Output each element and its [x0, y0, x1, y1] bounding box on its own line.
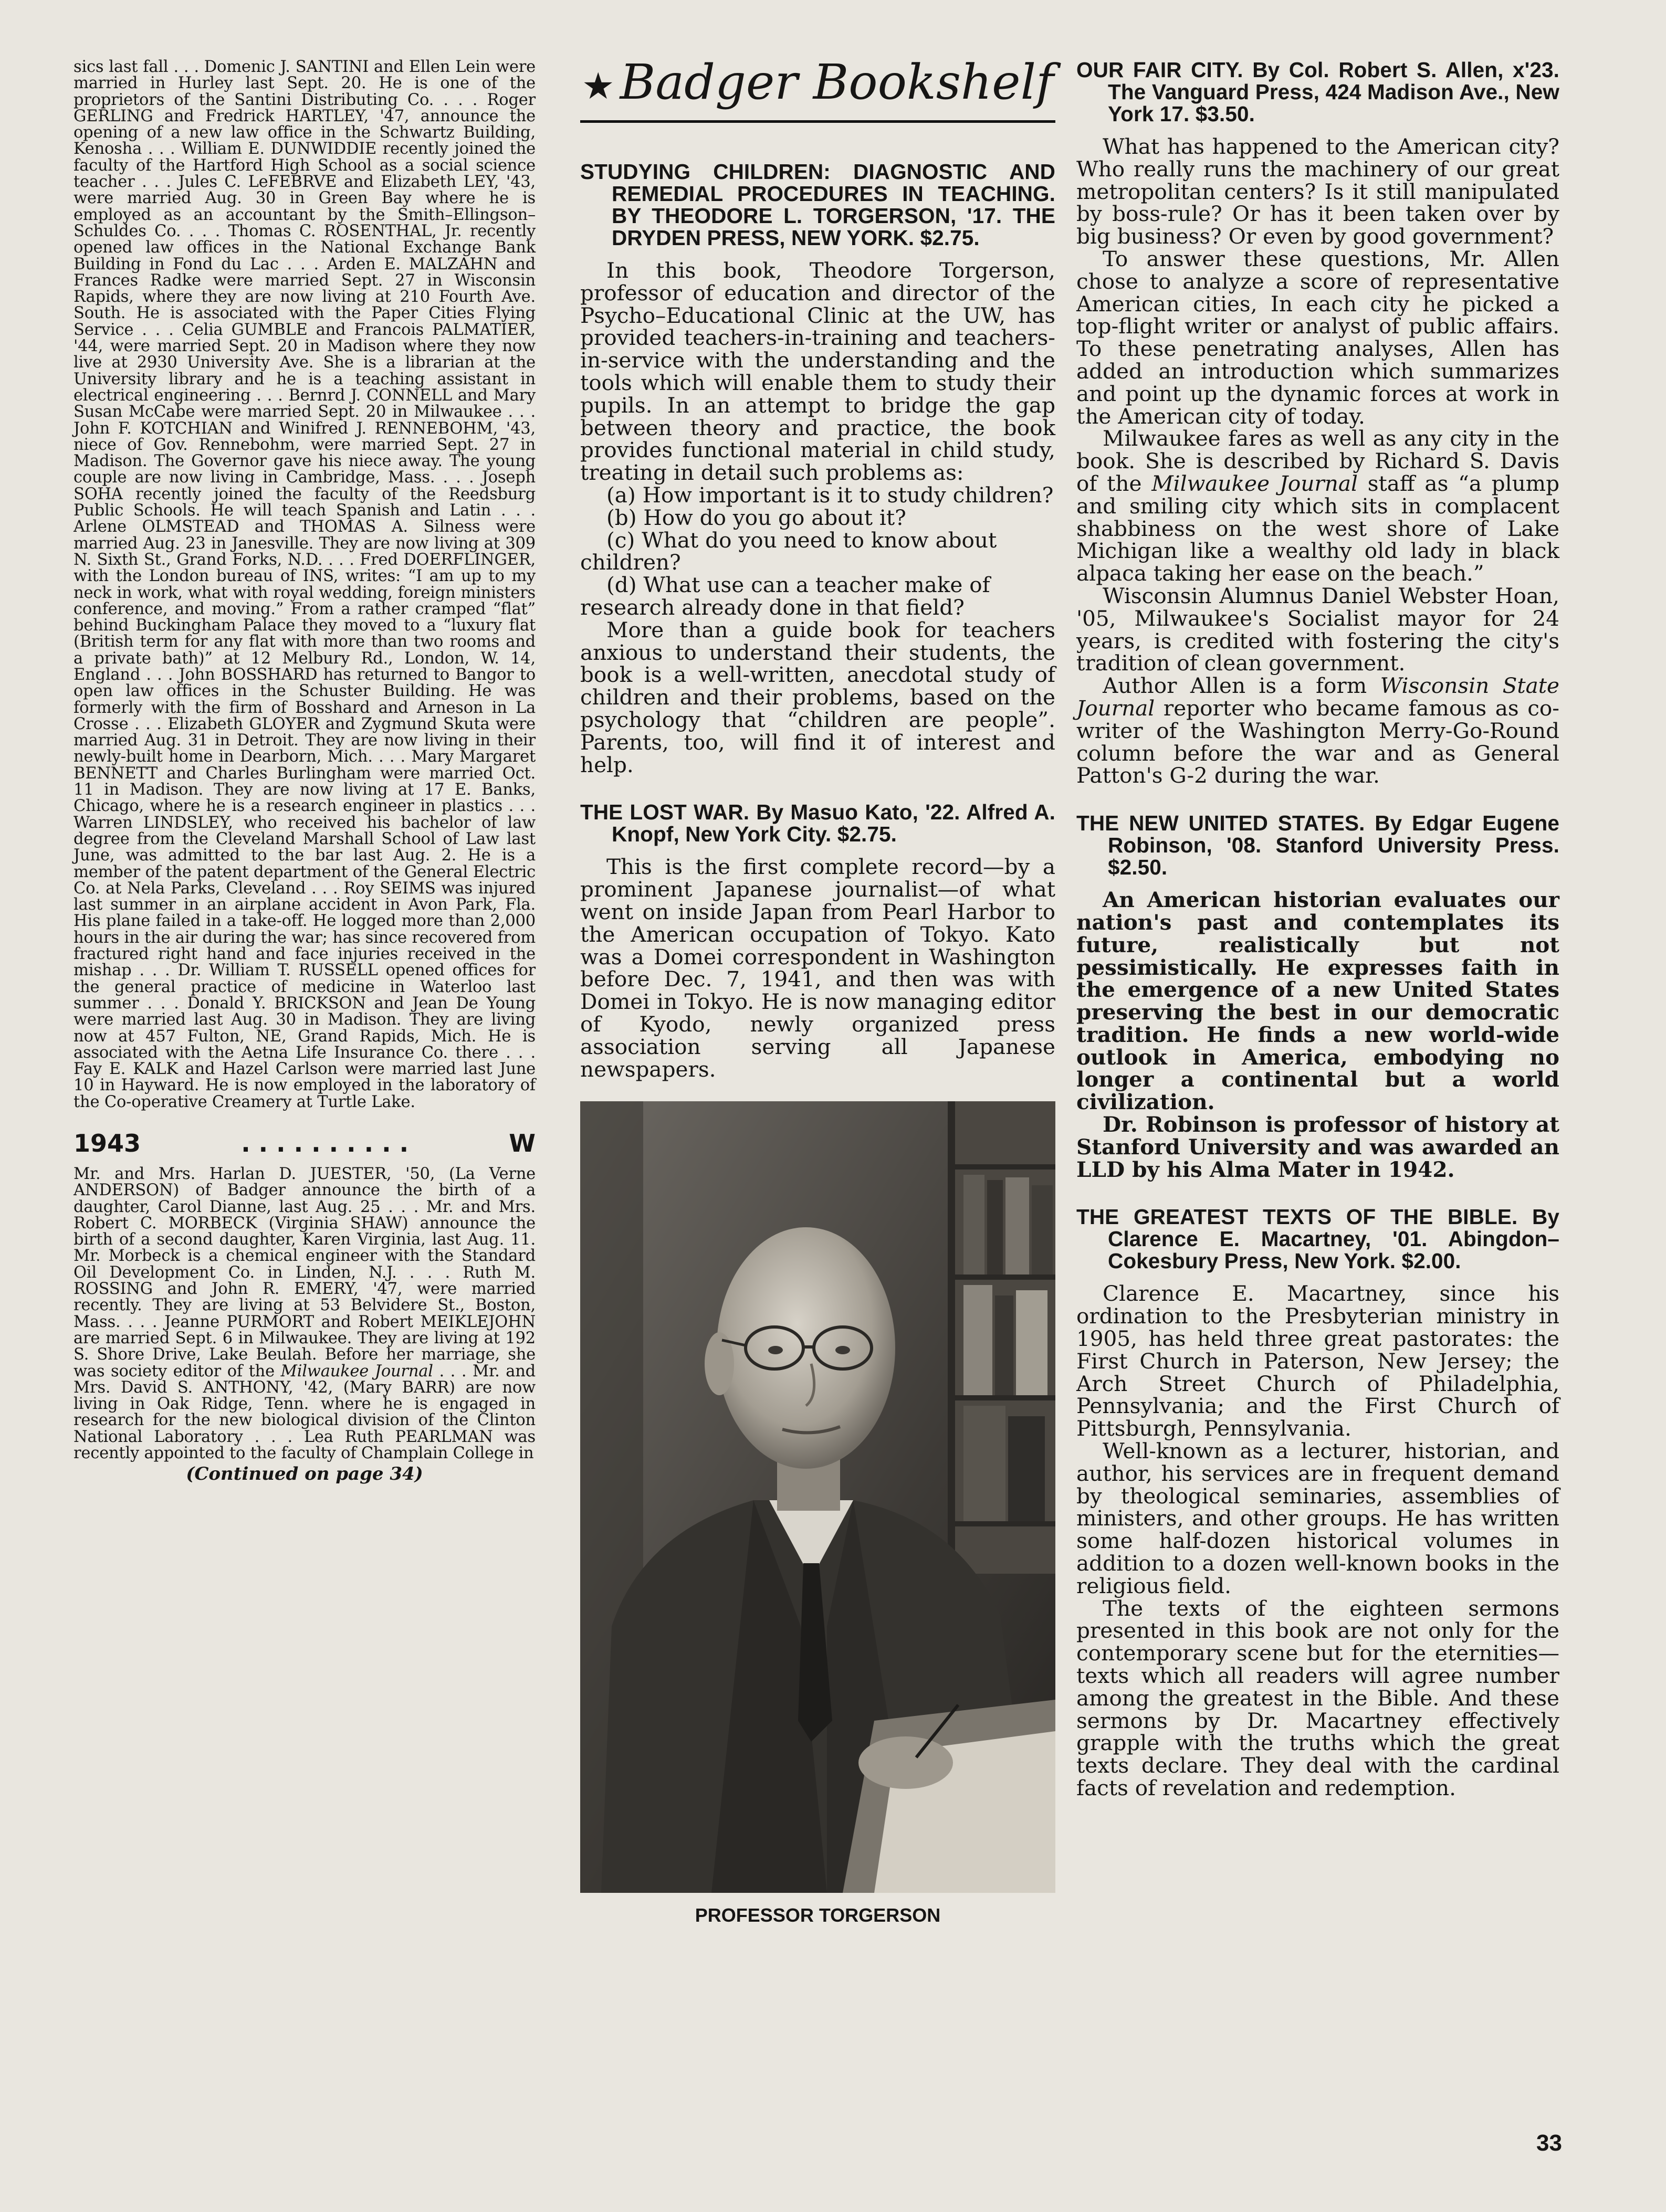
review-question: (a) How important is it to study children? — [606, 482, 1054, 508]
review-question: (c) What do you need to know about children? — [580, 527, 997, 575]
book-review-paragraph: The texts of the eighteen sermons presented in this book are not only for the contemporary scene but for the eternities—texts which all readers will agree number among the greatest in the Bible. And these sermons by Dr. Macartney effectively grapple with the truths which the great texts declare. They deal with the cardinal facts of revelation and redemption. — [1076, 1595, 1559, 1800]
book-review-paragraph: This is the first complete record—by a prominent Japanese journalist—of what went on inside Japan from Pearl Harbor to the American occupation of Tokyo. Kato was a Domei correspondent in Washington before Dec. 7, 1941, and then was with Domei in Tokyo. He is now managing editor of Kyodo, newly organized press association serving all Japanese newspapers. — [580, 854, 1055, 1082]
book-title-lost-war: THE LOST WAR. By Masuo Kato, '22. Alfred A. Knopf, New York City. $2.75. — [580, 800, 1055, 847]
professor-photo — [580, 1101, 1055, 1893]
class-year-leader: . . . . . . . . . . — [241, 1129, 409, 1157]
bookshelf-right-column — [1076, 59, 1559, 1799]
review-question: (d) What use can a teacher make of research already done in that field? — [580, 572, 990, 620]
book-title-greatest-texts: THE GREATEST TEXTS OF THE BIBLE. By Clarence E. Macartney, '01. Abingdon–Cokesbury Press, New York. $2.00. — [1076, 1205, 1559, 1273]
star-icon: ★ — [581, 65, 615, 108]
book-review-paragraph: Wisconsin Alumnus Daniel Webster Hoan, '05, Milwaukee's Socialist mayor for 24 years, is credited with fostering the city's tradition of clean government. — [1076, 583, 1559, 676]
section-masthead — [580, 48, 1055, 123]
newspaper-name: Wisconsin State Journal — [1076, 673, 1560, 721]
class-1943-news: Mr. and Mrs. Harlan D. JUESTER, '50, (La Verne ANDERSON) of Badger announce the birth of a daughter, Carol Dianne, last Aug. 25 . . . Mr. and Mrs. Robert C. MORBECK (Virginia SHAW) announce the birth of a second daughter, Karen Virginia, last Aug. 11. Mr. Morbeck is a chemical engineer with the Standard Oil Development Co. in Linden, N.J. . . . Ruth M. ROSSING and John R. EMERY, '47, were married recently. They are living at 53 Belvidere St., Boston, Mass. . . . Jeanne PURMORT and Robert MEIKLEJOHN are married Sept. 6 in Milwaukee. They are living at 192 S. Shore Drive, Lake Beulah. Before her marriage, she was society editor of the Milwaukee Journal . . . Mr. and Mrs. David S. ANTHONY, '42, (Mary BARR) are now living in Oak Ridge, Tenn. where he is engaged in research for the new biological division of the Clinton National Laboratory . . . Lea Ruth PEARLMAN was recently appointed to the faculty of Champlain College in — [74, 1165, 536, 1463]
book-review-paragraph: Author Allen is a form Wisconsin State Journal reporter who became famous as co-writer of the Washington Merry-Go-Round column before the war and as General Patton's G-2 during the war. — [1076, 673, 1560, 788]
book-review-paragraph: Well-known as a lecturer, historian, and author, his services are in frequent demand by theological seminaries, assemblies of ministers, and other groups. He has written some half-dozen historical volumes in addition to a dozen well-known books in the religious field. — [1076, 1438, 1559, 1598]
book-review-paragraph: Milwaukee fares as well as any city in the book. She is described by Richard S. Davis of the Milwaukee Journal staff as “a plump and smiling city which sits in complacent shabbiness on the west shore of Lake Michigan like a wealthy old lady in black alpaca taking her ease on the beach.” — [1076, 426, 1559, 586]
book-review-paragraph: Clarence E. Macartney, since his ordination to the Presbyterian ministry in 1905, has held three great pastorates: the First Church in Paterson, New Jersey; the Arch Street Church of Philadelphia, Pennsylvania; and the First Church of Pittsburgh, Pennsylvania. — [1076, 1281, 1559, 1441]
bookshelf-middle-column — [580, 54, 1055, 1926]
book-title-fair-city: OUR FAIR CITY. By Col. Robert S. Allen, x'23. The Vanguard Press, 424 Madison Ave., New York 17. $3.50. — [1076, 58, 1559, 126]
class-year-heading — [74, 1129, 536, 1157]
class-year: 1943 — [74, 1129, 141, 1157]
book-title-new-united-states: THE NEW UNITED STATES. By Edgar Eugene Robinson, '08. Stanford University Press. $2.50. — [1076, 811, 1559, 880]
book-review-paragraph: Dr. Robinson is professor of history at Stanford University and was awarded an LLD by his Alma Mater in 1942. — [1076, 1112, 1559, 1182]
newspaper-name: Milwaukee Journal — [1151, 470, 1358, 496]
book-review-paragraph: An American historian evaluates our nation's past and contemplates its future, realistically but not pessimistically. He expresses faith in the emergence of a new United States preserving the best in our democratic tradition. He finds a new world-wide outlook in America, embodying no longer a continental but a world civilization. — [1076, 887, 1559, 1115]
review-question: (b) How do you go about it? — [606, 504, 906, 530]
masthead-title: Badger Bookshelf — [620, 54, 1054, 110]
newspaper-name: Milwaukee Journal — [280, 1362, 433, 1381]
alumni-news-column — [74, 59, 536, 1484]
book-review-paragraph: In this book, Theodore Torgerson, professor of education and director of the Psycho–Educational Clinic at the UW, has provided teachers-in-training and teachers-in-service with the understanding and the tools which will enable them to study their pupils. In an attempt to bridge the gap between theory and practice, the book provides functional material in child study, treating in detail such problems as: — [580, 258, 1055, 486]
book-title-studying-children: STUDYING CHILDREN: DIAGNOSTIC AND REMEDIAL PROCEDURES IN TEACHING. BY THEODORE L. TORGERSON, '17. THE DRYDEN PRESS, NEW YORK. $2.75. — [580, 160, 1055, 250]
book-review-paragraph: To answer these questions, Mr. Allen chose to analyze a score of representative American cities, In each city he picked a top-flight writer or analyst of public affairs. To these penetrating analyses, Allen has added an introduction which summarizes and point up the dynamic forces at work in the American city of today. — [1076, 246, 1559, 429]
book-review-paragraph: What has happened to the American city? Who really runs the machinery of our great metropolitan centers? Is it still manipulated by boss-rule? Or has it been taken over by big business? Or even by good government? — [1076, 134, 1559, 249]
photo-caption: PROFESSOR TORGERSON — [695, 1904, 941, 1926]
continued-note: (Continued on page 34) — [186, 1463, 423, 1485]
book-review-paragraph: More than a guide book for teachers anxious to understand their students, the book is a well-written, anecdotal study of children and their problems, based on the psychology that “children are people”. Parents, too, will find it of interest and help. — [580, 617, 1055, 777]
class-year-mark: W — [509, 1129, 536, 1157]
page-number: 33 — [1536, 2130, 1562, 2156]
alumni-news-text: sics last fall . . . Domenic J. SANTINI and Ellen Lein were married in Hurley last Sept. 20. He is one of the proprietors of the Santini Distributing Co. . . . Roger GERLING and Fredrick HARTLEY, '47, announce the opening of a new law office in the Schwartz Building, Kenosha . . . William E. DUNWIDDIE recently joined the faculty of the Hartford High School as a social science teacher . . . Jules C. LeFEBRVE and Elizabeth LEY, '43, were married Aug. 30 in Green Bay where he is employed as an accountant by the Smith–Ellingson–Schuldes Co. . . . Thomas C. ROSENTHAL, Jr. recently opened law offices in the National Exchange Bank Building in Fond du Lac . . . Arden E. MALZAHN and Frances Radke were married Sept. 27 in Wisconsin Rapids, where they are now living at 210 Fourth Ave. South. He is associated with the Paper Cities Flying Service . . . Celia GUMBLE and Francois PALMATIER, '44, were married Sept. 20 in Madison where they now live at 2930 University Ave. She is a librarian at the University library and he is a teaching assistant in electrical engineering . . . Bernrd J. CONNELL and Mary Susan McCabe were married Sept. 20 in Milwaukee . . . John F. KOTCHIAN and Winifred J. RENNEBOHM, '43, niece of Gov. Rennebohm, were married Sept. 27 in Madison. The Governor gave his niece away. The young couple are now living in Cambridge, Mass. . . . Joseph SOHA recently joined the faculty of the Reedsburg Public Schools. He will teach Spanish and Latin . . . Arlene OLMSTEAD and THOMAS A. Silness were married Aug. 23 in Janesville. They are now living at 309 N. Sixth St., Grand Forks, N.D. . . . Fred DOERFLINGER, with the London bureau of INS, writes: “I am up to my neck in work, what with royal wedding, foreign ministers conference, and moving.” From a rather cramped “flat” behind Buckingham Palace they moved to a “luxury flat (British term for any flat with more than two rooms and a private bath)” at 12 Melbury Rd., London, W. 14, England . . . John BOSSHARD has returned to Bangor to open law offices in the Schuster Building. He was formerly with the firm of Bosshard and Arneson in La Crosse . . . Elizabeth GLOYER and Zygmund Skuta were married Aug. 31 in Detroit. They are now living in their newly-built home in Dearborn, Mich. . . . Mary Margaret BENNETT and Charles Burlingham were married Oct. 11 in Madison. They are now living at 17 E. Banks, Chicago, where he is a research engineer in plastics . . . Warren LINDSLEY, who received his bachelor of law degree from the Cleveland Marshall School of Law last June, was admitted to the bar last Aug. 2. He is a member of the patent department of the General Electric Co. at Nela Parks, Cleveland . . . Roy SEIMS was injured last summer in an airplane accident in Avon Park, Fla. His plane failed in a take-off. He logged more than 2,000 hours in the air during the war; has since recovered from fractured right hand and face injuries received in the mishap . . . Dr. William T. RUSSELL opened offices for the general practice of medicine in Waterloo last summer . . . Donald Y. BRICKSON and Jean De Young were married last Aug. 30 in Madison. They are living now at 457 Fulton, NE, Grand Rapids, Mich. He is associated with the Aetna Life Insurance Co. there . . . Fay E. KALK and Hazel Carlson were married last June 10 in Hayward. He is now employed in the laboratory of the Co-operative Creamery at Turtle Lake. — [74, 58, 536, 1111]
portrait-illustration — [580, 1101, 1055, 1893]
